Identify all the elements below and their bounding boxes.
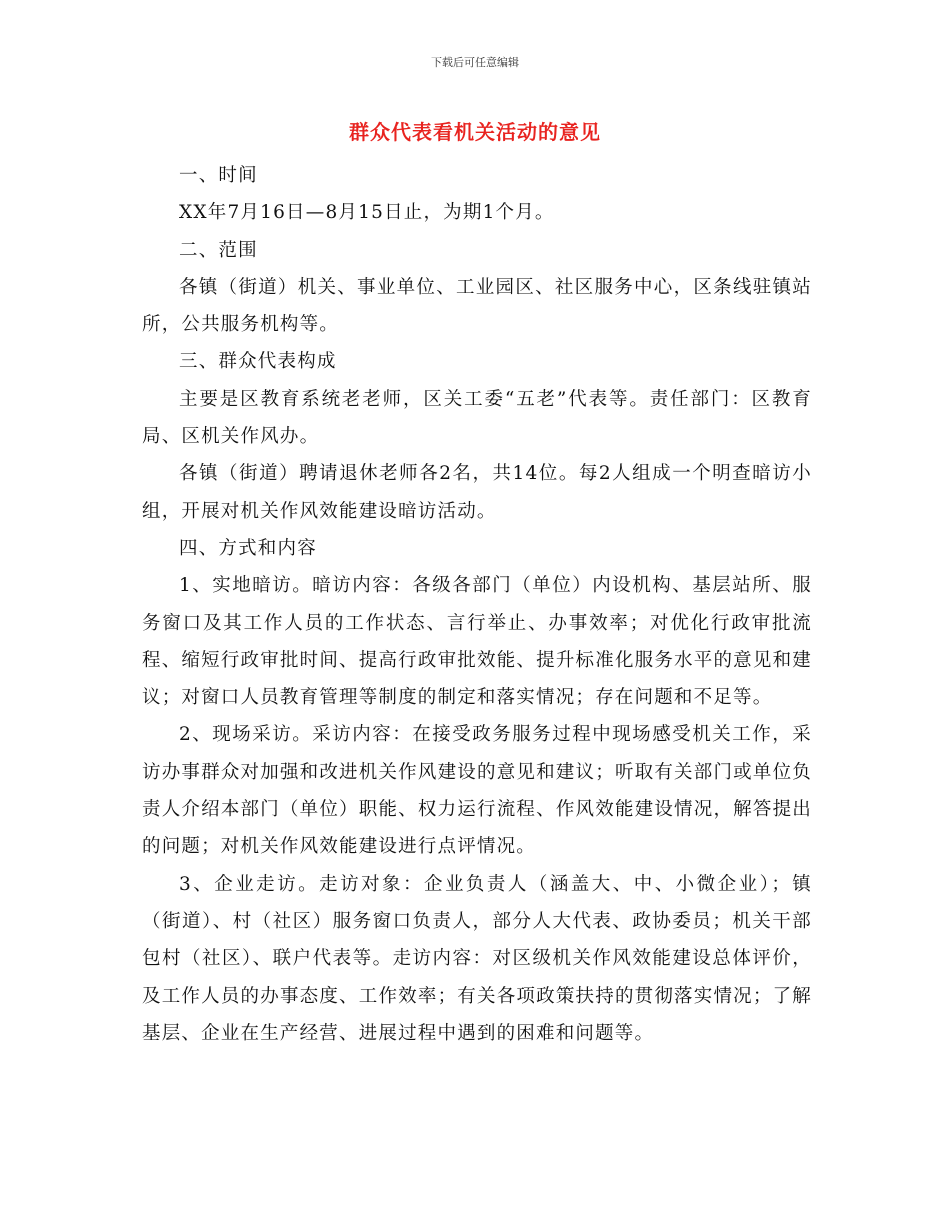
paragraph-composition-1: 主要是区教育系统老老师，区关工委“五老”代表等。责任部门：区教育局、区机关作风办。 [142, 388, 812, 448]
page-header-note: 下载后可任意编辑 [431, 56, 519, 69]
paragraph-scope: 各镇（街道）机关、事业单位、工业园区、社区服务中心，区条线驻镇站所，公共服务机构等。 [142, 276, 812, 336]
paragraph-method-1: 1、实地暗访。暗访内容：各级各部门（单位）内设机构、基层站所、服务窗口及其工作人员的工作状态、言行举止、办事效率；对优化行政审批流程、缩短行政审批时间、提高行政审批效能、提升标准化服务水平的意见和建议；对窗口人员教育管理等制度的制定和落实情况；存在问题和不足等。 [142, 575, 812, 709]
section-heading-time: 一、时间 [179, 165, 258, 186]
document-body [142, 157, 812, 1052]
section-heading-scope: 二、范围 [179, 239, 258, 261]
document-title: 群众代表看机关活动的意见 [349, 120, 601, 144]
section-heading-methods: 四、方式和内容 [179, 537, 317, 559]
section-heading-composition: 三、群众代表构成 [179, 351, 337, 373]
paragraph-method-2: 2、现场采访。采访内容：在接受政务服务过程中现场感受机关工作，采访办事群众对加强和改进机关作风建设的意见和建议；听取有关部门或单位负责人介绍本部门（单位）职能、权力运行流程、作风效能建设情况，解答提出的问题；对机关作风效能建设进行点评情况。 [142, 724, 812, 858]
paragraph-time: XX年7月16日—8月15日止，为期1个月。 [179, 202, 555, 224]
paragraph-composition-2: 各镇（街道）聘请退休老师各2名，共14位。每2人组成一个明查暗访小组，开展对机关作风效能建设暗访活动。 [142, 463, 812, 522]
paragraph-method-3: 3、企业走访。走访对象：企业负责人（涵盖大、中、小微企业）；镇（街道）、村（社区）服务窗口负责人，部分人大代表、政协委员；机关干部包村（社区）、联户代表等。走访内容：对区级机关作风效能建设总体评价，及工作人员的办事态度、工作效率；有关各项政策扶持的贯彻落实情况；了解基层、企业在生产经营、进展过程中遇到的困难和问题等。 [142, 873, 812, 1044]
